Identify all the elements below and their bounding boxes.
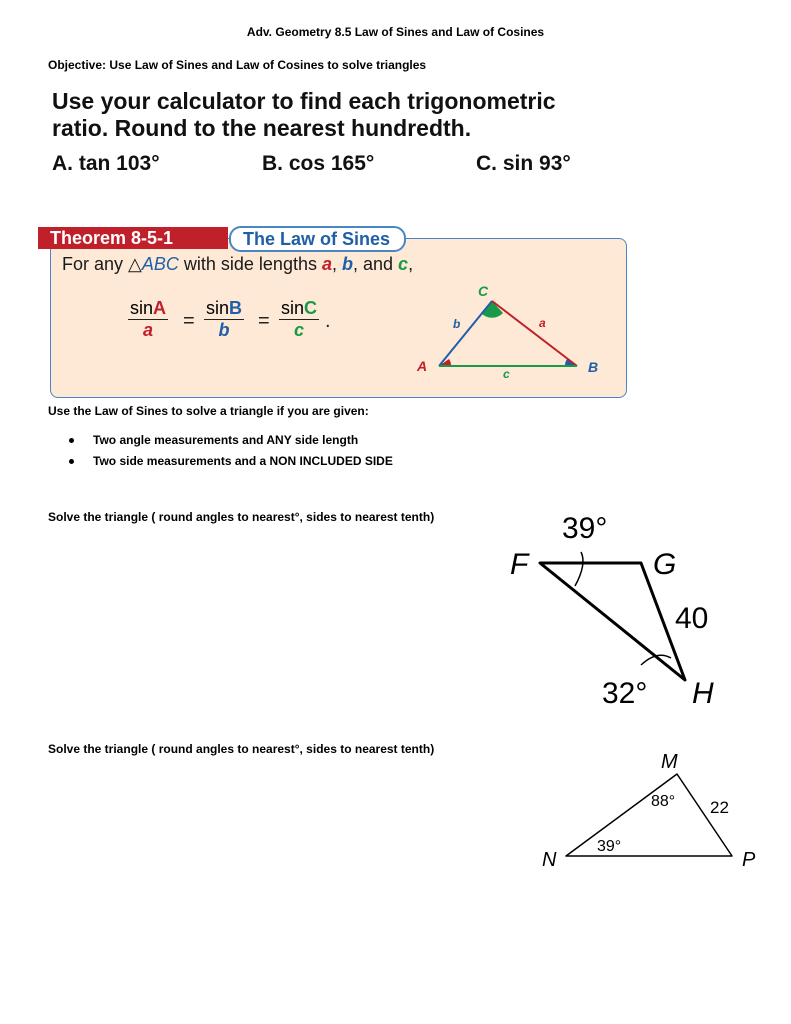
side-b-label: b (453, 317, 461, 331)
vertex-A-label: A (417, 358, 428, 374)
fraction-b-denominator: b (218, 320, 230, 340)
calculator-heading-line1: Use your calculator to find each trigonometric (52, 88, 556, 114)
calculator-heading-line2: ratio. Round to the nearest hundredth. (52, 115, 472, 141)
problem-2-instruction: Solve the triangle ( round angles to nearest°, sides to nearest tenth) (48, 742, 435, 756)
calc-item-c: C. sin 93° (476, 152, 571, 175)
triangle-fgh-diagram (495, 500, 735, 715)
problem-1-instruction: Solve the triangle ( round angles to nearest°, sides to nearest tenth) (48, 510, 435, 524)
statement-side-a: a (321, 254, 332, 274)
side-GH-value: 40 (675, 602, 709, 635)
page-title: Adv. Geometry 8.5 Law of Sines and Law of Cosines (246, 25, 545, 39)
equals-sign-1: = (183, 310, 195, 332)
theorem-name: The Law of Sines (229, 226, 406, 252)
list-item: Two angle measurements and ANY side length (62, 430, 393, 451)
calculator-heading (52, 88, 556, 142)
calc-item-b: B. cos 165° (262, 152, 375, 175)
fraction-a (128, 298, 168, 341)
calc-item-a: A. tan 103° (52, 152, 160, 175)
angle-M-value: 88° (651, 793, 676, 810)
fraction-b-numerator (204, 298, 244, 320)
list-item: Two side measurements and a NON INCLUDED SIDE (62, 451, 393, 472)
vertex-C-label: C (478, 283, 489, 299)
statement-prefix: For any △ (62, 254, 142, 274)
side-c-label: c (503, 367, 510, 380)
angle-F-value: 39° (562, 512, 608, 545)
fraction-a-numerator (128, 298, 168, 320)
vertex-P-label: P (742, 849, 756, 871)
formula-period: . (325, 310, 331, 332)
given-bullet-list (62, 430, 393, 472)
vertex-B-label: B (588, 359, 599, 375)
angle-N-value: 39° (597, 838, 622, 855)
theorem-triangle-diagram (405, 280, 615, 380)
statement-comma1: , (331, 254, 342, 274)
fraction-a-denominator: a (143, 320, 154, 340)
sin-label: sin (206, 298, 230, 318)
vertex-G-label: G (653, 548, 677, 581)
side-a-line (492, 301, 577, 366)
angle-H-value: 32° (602, 677, 648, 710)
statement-side-b: b (342, 254, 353, 274)
vertex-H-label: H (692, 677, 714, 710)
fraction-c-denominator: c (294, 320, 305, 340)
fraction-b (204, 298, 244, 341)
side-a-label: a (539, 316, 546, 330)
angle-F-arc (575, 552, 583, 586)
side-MP-value: 22 (710, 798, 729, 817)
angle-A-label: A (153, 298, 167, 318)
equals-sign-2: = (258, 310, 270, 332)
statement-comma2: , and (353, 254, 399, 274)
statement-comma3: , (408, 254, 414, 274)
sin-label: sin (281, 298, 305, 318)
fraction-c (279, 298, 319, 341)
vertex-N-label: N (542, 849, 557, 871)
triangle-mnp (566, 774, 732, 856)
objective: Objective: Use Law of Sines and Law of Cosines to solve triangles (48, 58, 427, 72)
angle-C-label: C (304, 298, 318, 318)
statement-side-c: c (398, 254, 409, 274)
triangle-name: ABC (141, 254, 179, 274)
law-of-sines-intro: Use the Law of Sines to solve a triangle if you are given: (48, 404, 369, 418)
vertex-F-label: F (510, 548, 529, 581)
sin-label: sin (130, 298, 154, 318)
vertex-M-label: M (661, 751, 678, 773)
side-b-line (439, 301, 492, 366)
angle-B-label: B (229, 298, 243, 318)
triangle-mnp-diagram (530, 740, 765, 875)
fraction-c-numerator (279, 298, 319, 320)
statement-mid: with side lengths (178, 254, 322, 274)
theorem-number: Theorem 8-5-1 (38, 227, 228, 249)
theorem-statement (62, 254, 413, 275)
